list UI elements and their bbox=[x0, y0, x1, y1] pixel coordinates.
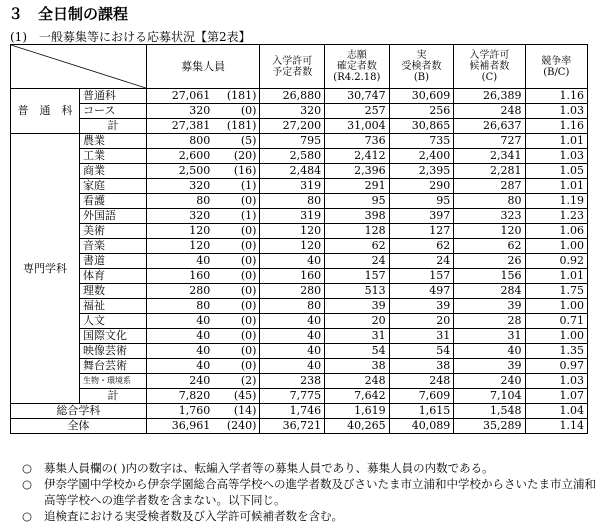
subject-name: 国際文化 bbox=[80, 329, 147, 344]
header-capacity: 募集人員 bbox=[146, 45, 260, 89]
subject-name: 外国語 bbox=[80, 209, 147, 224]
cell-planned: 80 bbox=[260, 299, 325, 314]
cell-planned: 36,721 bbox=[260, 419, 325, 434]
cell-cap: 1,760 bbox=[146, 404, 213, 419]
cell-examinees: 256 bbox=[389, 104, 454, 119]
header-corner bbox=[11, 45, 147, 89]
header-candidates: 入学許可 候補者数 (C) bbox=[454, 45, 525, 89]
subject-name: 体育 bbox=[80, 269, 147, 284]
cell-inner: (0) bbox=[213, 329, 260, 344]
cell-applicants: 20 bbox=[325, 314, 390, 329]
subject-name: 舞台芸術 bbox=[80, 359, 147, 374]
table-row bbox=[11, 209, 588, 224]
cell-inner: (0) bbox=[213, 194, 260, 209]
table-row bbox=[11, 269, 588, 284]
cell-candidates: 2,281 bbox=[454, 164, 525, 179]
table-row bbox=[11, 299, 588, 314]
cell-inner: (0) bbox=[213, 344, 260, 359]
subject-name: 映像芸術 bbox=[80, 344, 147, 359]
cell-planned: 2,484 bbox=[260, 164, 325, 179]
cell-planned: 319 bbox=[260, 209, 325, 224]
category-label: 専門学科 bbox=[11, 134, 80, 404]
cell-candidates: 1,548 bbox=[454, 404, 525, 419]
cell-cap: 160 bbox=[146, 269, 213, 284]
cell-inner: (5) bbox=[213, 134, 260, 149]
table-row bbox=[11, 89, 588, 104]
subtotal-label: 計 bbox=[80, 389, 147, 404]
cell-planned: 40 bbox=[260, 329, 325, 344]
table-row bbox=[11, 314, 588, 329]
cell-inner: (45) bbox=[213, 389, 260, 404]
subject-name: 普通科 bbox=[80, 89, 147, 104]
cell-inner: (0) bbox=[213, 104, 260, 119]
table-row bbox=[11, 149, 588, 164]
cell-applicants: 157 bbox=[325, 269, 390, 284]
cell-cap: 7,820 bbox=[146, 389, 213, 404]
cell-planned: 120 bbox=[260, 224, 325, 239]
subject-name: 工業 bbox=[80, 149, 147, 164]
cell-applicants: 95 bbox=[325, 194, 390, 209]
cell-applicants: 257 bbox=[325, 104, 390, 119]
cell-ratio: 1.05 bbox=[525, 164, 587, 179]
cell-ratio: 1.14 bbox=[525, 419, 587, 434]
subject-name: 福祉 bbox=[80, 299, 147, 314]
footnote: ○ 伊奈学園中学校から伊奈学園総合高等学校への進学者数及びさいたま市立浦和中学校からさいたま市立浦和高等学校への進学者数を含まない。以下同じ。 bbox=[22, 477, 596, 507]
cell-cap: 320 bbox=[146, 179, 213, 194]
cell-planned: 280 bbox=[260, 284, 325, 299]
cell-inner: (0) bbox=[213, 269, 260, 284]
application-status-table bbox=[10, 44, 588, 434]
cell-cap: 320 bbox=[146, 104, 213, 119]
cell-candidates: 62 bbox=[454, 239, 525, 254]
footnote: ○ 募集人員欄の( )内の数字は、転編入学者等の募集人員であり、募集人員の内数である。 bbox=[22, 461, 494, 475]
cell-examinees: 54 bbox=[389, 344, 454, 359]
cell-cap: 120 bbox=[146, 239, 213, 254]
cell-inner: (0) bbox=[213, 224, 260, 239]
cell-candidates: 26,389 bbox=[454, 89, 525, 104]
category-label: 普 通 科 bbox=[11, 89, 80, 134]
subject-name: 商業 bbox=[80, 164, 147, 179]
cell-applicants: 291 bbox=[325, 179, 390, 194]
cell-candidates: 323 bbox=[454, 209, 525, 224]
cell-candidates: 727 bbox=[454, 134, 525, 149]
cell-inner: (0) bbox=[213, 359, 260, 374]
cell-candidates: 7,104 bbox=[454, 389, 525, 404]
cell-cap: 40 bbox=[146, 344, 213, 359]
cell-planned: 40 bbox=[260, 314, 325, 329]
cell-planned: 7,775 bbox=[260, 389, 325, 404]
cell-candidates: 28 bbox=[454, 314, 525, 329]
cell-examinees: 7,609 bbox=[389, 389, 454, 404]
table-row bbox=[11, 329, 588, 344]
cell-examinees: 735 bbox=[389, 134, 454, 149]
cell-ratio: 1.16 bbox=[525, 119, 587, 134]
subject-name: 音楽 bbox=[80, 239, 147, 254]
cell-cap: 240 bbox=[146, 374, 213, 389]
cell-candidates: 31 bbox=[454, 329, 525, 344]
table-row bbox=[11, 239, 588, 254]
cell-inner: (0) bbox=[213, 314, 260, 329]
cell-inner: (181) bbox=[213, 89, 260, 104]
cell-candidates: 287 bbox=[454, 179, 525, 194]
cell-cap: 120 bbox=[146, 224, 213, 239]
cell-candidates: 39 bbox=[454, 299, 525, 314]
cell-planned: 1,746 bbox=[260, 404, 325, 419]
cell-applicants: 7,642 bbox=[325, 389, 390, 404]
cell-ratio: 1.00 bbox=[525, 299, 587, 314]
cell-examinees: 38 bbox=[389, 359, 454, 374]
cell-examinees: 1,615 bbox=[389, 404, 454, 419]
cell-ratio: 1.00 bbox=[525, 239, 587, 254]
cell-planned: 238 bbox=[260, 374, 325, 389]
cell-examinees: 30,609 bbox=[389, 89, 454, 104]
cell-applicants: 513 bbox=[325, 284, 390, 299]
cell-cap: 2,600 bbox=[146, 149, 213, 164]
cell-cap: 27,061 bbox=[146, 89, 213, 104]
cell-planned: 120 bbox=[260, 239, 325, 254]
subject-name: 看護 bbox=[80, 194, 147, 209]
cell-ratio: 0.97 bbox=[525, 359, 587, 374]
cell-ratio: 0.92 bbox=[525, 254, 587, 269]
cell-inner: (1) bbox=[213, 179, 260, 194]
cell-planned: 320 bbox=[260, 104, 325, 119]
subject-name: 書道 bbox=[80, 254, 147, 269]
cell-candidates: 80 bbox=[454, 194, 525, 209]
cell-examinees: 40,089 bbox=[389, 419, 454, 434]
cell-ratio: 1.00 bbox=[525, 329, 587, 344]
cell-cap: 800 bbox=[146, 134, 213, 149]
cell-applicants: 31,004 bbox=[325, 119, 390, 134]
cell-examinees: 20 bbox=[389, 314, 454, 329]
table-row bbox=[11, 374, 588, 389]
cell-ratio: 1.03 bbox=[525, 104, 587, 119]
cell-planned: 795 bbox=[260, 134, 325, 149]
cell-candidates: 248 bbox=[454, 104, 525, 119]
cell-inner: (181) bbox=[213, 119, 260, 134]
cell-examinees: 24 bbox=[389, 254, 454, 269]
integrated-row bbox=[11, 404, 588, 419]
cell-candidates: 120 bbox=[454, 224, 525, 239]
cell-examinees: 2,395 bbox=[389, 164, 454, 179]
table-row bbox=[11, 104, 588, 119]
cell-examinees: 248 bbox=[389, 374, 454, 389]
cell-planned: 2,580 bbox=[260, 149, 325, 164]
cell-candidates: 156 bbox=[454, 269, 525, 284]
cell-inner: (1) bbox=[213, 209, 260, 224]
cell-planned: 160 bbox=[260, 269, 325, 284]
table-body bbox=[11, 89, 588, 434]
cell-cap: 80 bbox=[146, 299, 213, 314]
table-row bbox=[11, 164, 588, 179]
header-applicants: 志願 確定者数 (R4.2.18) bbox=[325, 45, 390, 89]
cell-inner: (20) bbox=[213, 149, 260, 164]
cell-ratio: 1.23 bbox=[525, 209, 587, 224]
cell-ratio: 1.75 bbox=[525, 284, 587, 299]
cell-cap: 40 bbox=[146, 329, 213, 344]
subject-name: 理数 bbox=[80, 284, 147, 299]
subject-name: コース bbox=[80, 104, 147, 119]
cell-inner: (0) bbox=[213, 299, 260, 314]
cell-applicants: 1,619 bbox=[325, 404, 390, 419]
cell-ratio: 1.01 bbox=[525, 179, 587, 194]
header-examinees: 実 受検者数 (B) bbox=[389, 45, 454, 89]
cell-applicants: 62 bbox=[325, 239, 390, 254]
cell-examinees: 31 bbox=[389, 329, 454, 344]
cell-examinees: 157 bbox=[389, 269, 454, 284]
table-row bbox=[11, 194, 588, 209]
cell-ratio: 1.01 bbox=[525, 134, 587, 149]
cell-cap: 320 bbox=[146, 209, 213, 224]
cell-planned: 319 bbox=[260, 179, 325, 194]
cell-ratio: 1.07 bbox=[525, 389, 587, 404]
subject-name: 美術 bbox=[80, 224, 147, 239]
cell-planned: 26,880 bbox=[260, 89, 325, 104]
table-row bbox=[11, 224, 588, 239]
cell-examinees: 290 bbox=[389, 179, 454, 194]
cell-candidates: 240 bbox=[454, 374, 525, 389]
cell-candidates: 2,341 bbox=[454, 149, 525, 164]
cell-applicants: 30,747 bbox=[325, 89, 390, 104]
subtotal-row bbox=[11, 119, 588, 134]
subject-name: 家庭 bbox=[80, 179, 147, 194]
cell-ratio: 1.35 bbox=[525, 344, 587, 359]
cell-planned: 80 bbox=[260, 194, 325, 209]
cell-examinees: 39 bbox=[389, 299, 454, 314]
cell-applicants: 24 bbox=[325, 254, 390, 269]
cell-examinees: 497 bbox=[389, 284, 454, 299]
cell-inner: (14) bbox=[213, 404, 260, 419]
cell-cap: 40 bbox=[146, 359, 213, 374]
cell-examinees: 95 bbox=[389, 194, 454, 209]
cell-candidates: 40 bbox=[454, 344, 525, 359]
cell-candidates: 26,637 bbox=[454, 119, 525, 134]
cell-cap: 36,961 bbox=[146, 419, 213, 434]
cell-cap: 2,500 bbox=[146, 164, 213, 179]
cell-examinees: 127 bbox=[389, 224, 454, 239]
cell-cap: 280 bbox=[146, 284, 213, 299]
cell-inner: (0) bbox=[213, 239, 260, 254]
cell-candidates: 39 bbox=[454, 359, 525, 374]
cell-ratio: 1.04 bbox=[525, 404, 587, 419]
cell-applicants: 39 bbox=[325, 299, 390, 314]
cell-ratio: 0.71 bbox=[525, 314, 587, 329]
subject-name: 生物・環境系 bbox=[80, 374, 147, 389]
table-row bbox=[11, 344, 588, 359]
cell-applicants: 248 bbox=[325, 374, 390, 389]
table-row bbox=[11, 179, 588, 194]
cell-examinees: 2,400 bbox=[389, 149, 454, 164]
integrated-label: 総合学科 bbox=[11, 404, 147, 419]
cell-examinees: 62 bbox=[389, 239, 454, 254]
cell-ratio: 1.06 bbox=[525, 224, 587, 239]
cell-cap: 80 bbox=[146, 194, 213, 209]
cell-planned: 27,200 bbox=[260, 119, 325, 134]
cell-planned: 40 bbox=[260, 359, 325, 374]
cell-applicants: 38 bbox=[325, 359, 390, 374]
table-row bbox=[11, 284, 588, 299]
footnote: ○ 追検査における実受検者数及び入学許可候補者数を含む。 bbox=[22, 509, 343, 523]
cell-inner: (16) bbox=[213, 164, 260, 179]
table-subtitle: (1) 一般募集等における応募状況【第2表】 bbox=[10, 30, 251, 44]
cell-cap: 27,381 bbox=[146, 119, 213, 134]
overall-label: 全体 bbox=[11, 419, 147, 434]
cell-ratio: 1.03 bbox=[525, 374, 587, 389]
cell-ratio: 1.01 bbox=[525, 269, 587, 284]
table-row bbox=[11, 359, 588, 374]
cell-examinees: 30,865 bbox=[389, 119, 454, 134]
cell-candidates: 35,289 bbox=[454, 419, 525, 434]
cell-applicants: 398 bbox=[325, 209, 390, 224]
footnotes bbox=[22, 460, 600, 524]
header-ratio: 競争率 (B/C) bbox=[525, 45, 587, 89]
cell-examinees: 397 bbox=[389, 209, 454, 224]
table-row bbox=[11, 254, 588, 269]
table-row bbox=[11, 134, 588, 149]
header-planned: 入学許可 予定者数 bbox=[260, 45, 325, 89]
cell-inner: (2) bbox=[213, 374, 260, 389]
cell-candidates: 26 bbox=[454, 254, 525, 269]
overall-row bbox=[11, 419, 588, 434]
cell-applicants: 54 bbox=[325, 344, 390, 359]
cell-inner: (240) bbox=[213, 419, 260, 434]
cell-applicants: 40,265 bbox=[325, 419, 390, 434]
cell-applicants: 128 bbox=[325, 224, 390, 239]
cell-applicants: 31 bbox=[325, 329, 390, 344]
cell-applicants: 736 bbox=[325, 134, 390, 149]
cell-cap: 40 bbox=[146, 314, 213, 329]
section-title: ３ 全日制の課程 bbox=[8, 5, 129, 23]
cell-inner: (0) bbox=[213, 284, 260, 299]
cell-applicants: 2,412 bbox=[325, 149, 390, 164]
cell-ratio: 1.16 bbox=[525, 89, 587, 104]
cell-ratio: 1.19 bbox=[525, 194, 587, 209]
cell-applicants: 2,396 bbox=[325, 164, 390, 179]
subtotal-row bbox=[11, 389, 588, 404]
cell-inner: (0) bbox=[213, 254, 260, 269]
cell-ratio: 1.03 bbox=[525, 149, 587, 164]
cell-candidates: 284 bbox=[454, 284, 525, 299]
subtotal-label: 計 bbox=[80, 119, 147, 134]
subject-name: 人文 bbox=[80, 314, 147, 329]
cell-cap: 40 bbox=[146, 254, 213, 269]
subject-name: 農業 bbox=[80, 134, 147, 149]
cell-planned: 40 bbox=[260, 254, 325, 269]
cell-planned: 40 bbox=[260, 344, 325, 359]
